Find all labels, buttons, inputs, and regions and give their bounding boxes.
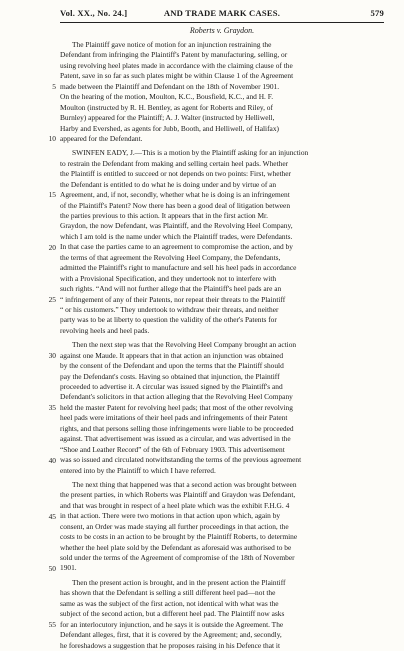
margin-line-number: 45 [48,511,56,521]
margin-line-number: 55 [48,620,56,630]
text-line: SWINFEN EADY, J.—This is a motion by the Plaintiff asking for an injunction [72,148,309,158]
text-line: On the hearing of the motion, Moulton, K.C., Bousfield, K.C., and H. F. [60,92,274,102]
margin-line-number: 35 [48,403,56,413]
text-line: entered into by the Plaintiff to which I have referred. [60,465,216,475]
text-line: the Defendant is entitled to do what he is doing under and by virtue of an [60,179,277,189]
text-line: the present parties, in which Roberts was Plaintiff and Graydon was Defendant, [60,490,296,500]
running-title: Roberts v. Graydon. [189,26,255,35]
text-line: whether the heel plate sold by the Defendant as aforesaid was authorised to be [60,542,292,552]
text-line: made between the Plaintiff and Defendant on the 18th of November 1901. [60,81,280,91]
margin-line-number: 25 [48,294,56,304]
text-line: by the consent of the Defendant and upon the terms that the Plaintiff should [60,361,284,371]
text-line: which I am told is the name under which the Plaintiff trades, were Defendants. [60,231,293,241]
margin-line-number: 50 [48,564,56,574]
text-line: sold under the terms of the Agreement of compromise of the 18th of November [60,553,295,562]
margin-line-number: 15 [48,190,56,200]
text-line: “Shoe and Leather Record” of the 6th of February 1903. This advertisement [60,444,285,454]
text-line: with a Provisional Specification, and they undertook not to interfere with [60,273,277,283]
margin-line-number: 20 [48,242,56,252]
paragraph [60,578,384,651]
text-line: the terms of that agreement the Revolving Heel Company, the Defendants, [60,252,281,262]
text-line: Burnley) appeared for the Plaintiff; A. J. Walter (instructed by Helliwell, [60,113,275,123]
text-line: he foreshadows a suggestion that he proposes raising in his Defence that it [60,640,281,650]
text-line: the Plaintiff is entitled to succeed or not depends on two points: First, whether [60,169,291,179]
margin-line-number: 40 [48,455,56,465]
text-line: using revolving heel plates made in accordance with the claiming clause of the [60,60,293,70]
text-line: Patent, save in so far as such plates might be within Clause 1 of the Agreement [60,71,294,81]
paragraph [60,480,384,574]
text-line: against one Maude. It appears that in that action an injunction was obtained [60,350,284,360]
text-line: consent, an Order was made staying all further proceedings in that action, the [60,521,289,531]
margin-line-number: 30 [48,351,56,361]
text-line: Defendant from infringing the Plaintiff's Patent by manufacturing, selling, or [60,50,288,60]
text-line: Moulton (instructed by R. H. Bentley, as agent for Roberts and Riley, of [60,102,273,112]
text-line: was so issued and circulated notwithstanding the terms of the previous agreement [60,455,302,465]
text-line: costs to be costs in an action to be brought by the Plaintiff Roberts, to determine [60,532,298,542]
text-line: to restrain the Defendant from making and selling certain heel pads. Whether [60,158,289,168]
text-line: In that case the parties came to an agreement to compromise the action, and by [60,242,293,252]
text-line: Defendant's solicitors in that action alleging that the Revolving Heel Company [60,392,293,402]
text-line: revolving heels and heel pads. [60,325,150,335]
volume-number: Vol. XX., No. 24.] [60,8,128,18]
text-line: such rights. “And will not further allege that the Plaintiff's heel pads are an [60,284,282,294]
text-line: 1901. [60,563,77,573]
text-line: “ infringement of any of their Patents, nor repeat their threats to the Plaintiff [60,294,286,304]
text-line: and that was brought in respect of a heel plate which was the exhibit F.H.G. 4 [60,500,290,510]
text-line: Defendant alleges, first, that it is covered by the Agreement; and, secondly, [60,630,282,640]
text-line: against. That advertisement was issued as a circular, and was advertised in the [60,434,291,444]
text-line: Then the present action is brought, and in the present action the Plaintiff [72,577,286,587]
text-line: Then the next step was that the Revolving Heel Company brought an action [72,340,297,350]
text-line: heel pads were imitations of their heel pads and infringements of their Patent [60,413,288,423]
text-line: the parties previous to this action. It appears that in the first action Mr. [60,211,268,220]
text-line: subject of the second action, but a different heel pad. The Plaintiff now asks [60,609,285,619]
text-line: rights, and that persons selling those infringements were liable to be proceeded [60,423,294,433]
text-line: admitted the Plaintiff's right to manufacture and sell his heel pads in accordance [60,263,297,273]
text-line: has shown that the Defendant is selling a still different heel pad—not the [60,588,276,598]
text-line: pay the Defendant's costs. Having so obtained that injunction, the Plaintiff [60,371,280,381]
header-rule [60,22,384,23]
text-line: Harby and Evershed, as agents for Jubb, Booth, and Helliwell, of Halifax) [60,123,279,133]
journal-title: AND TRADE MARK CASES. [163,8,281,18]
text-line: in that action. There were two motions in that action upon which, again by [60,511,281,521]
text-line: The Plaintiff gave notice of motion for an injunction restraining the [72,40,272,49]
document-body [60,40,384,651]
text-line: Agreement, and, if not, secondly, whether what he is doing is an infringement [60,190,290,200]
text-line: “ or his customers.” They undertook to withdraw their threats, and neither [60,304,279,314]
margin-line-number: 10 [48,134,56,144]
paragraph [60,40,384,144]
text-line: proceeded to advertise it. A circular was issued signed by the Plaintiff's and [60,382,283,391]
text-line: Graydon, the now Defendant, was Plaintiff, and the Revolving Heel Company, [60,221,293,231]
text-line: same as was the subject of the first action, not identical with what was the [60,598,279,608]
text-line: for an interlocutory injunction, and he says it is outside the Agreement. The [60,619,284,629]
margin-line-number: 5 [52,81,56,91]
text-line: The next thing that happened was that a second action was brought between [72,479,297,489]
text-line: of the Plaintiff's Patent? Now there has been a good deal of litigation between [60,200,291,210]
text-line: party was to be at liberty to question the validity of the other's Patents for [60,315,277,325]
paragraph [60,148,384,336]
text-line: held the master Patent for revolving heel pads; that most of the other revolving [60,402,293,412]
paragraph [60,340,384,476]
page-header [60,8,384,20]
text-line: appeared for the Defendant. [60,133,143,143]
page-number: 579 [370,8,384,18]
